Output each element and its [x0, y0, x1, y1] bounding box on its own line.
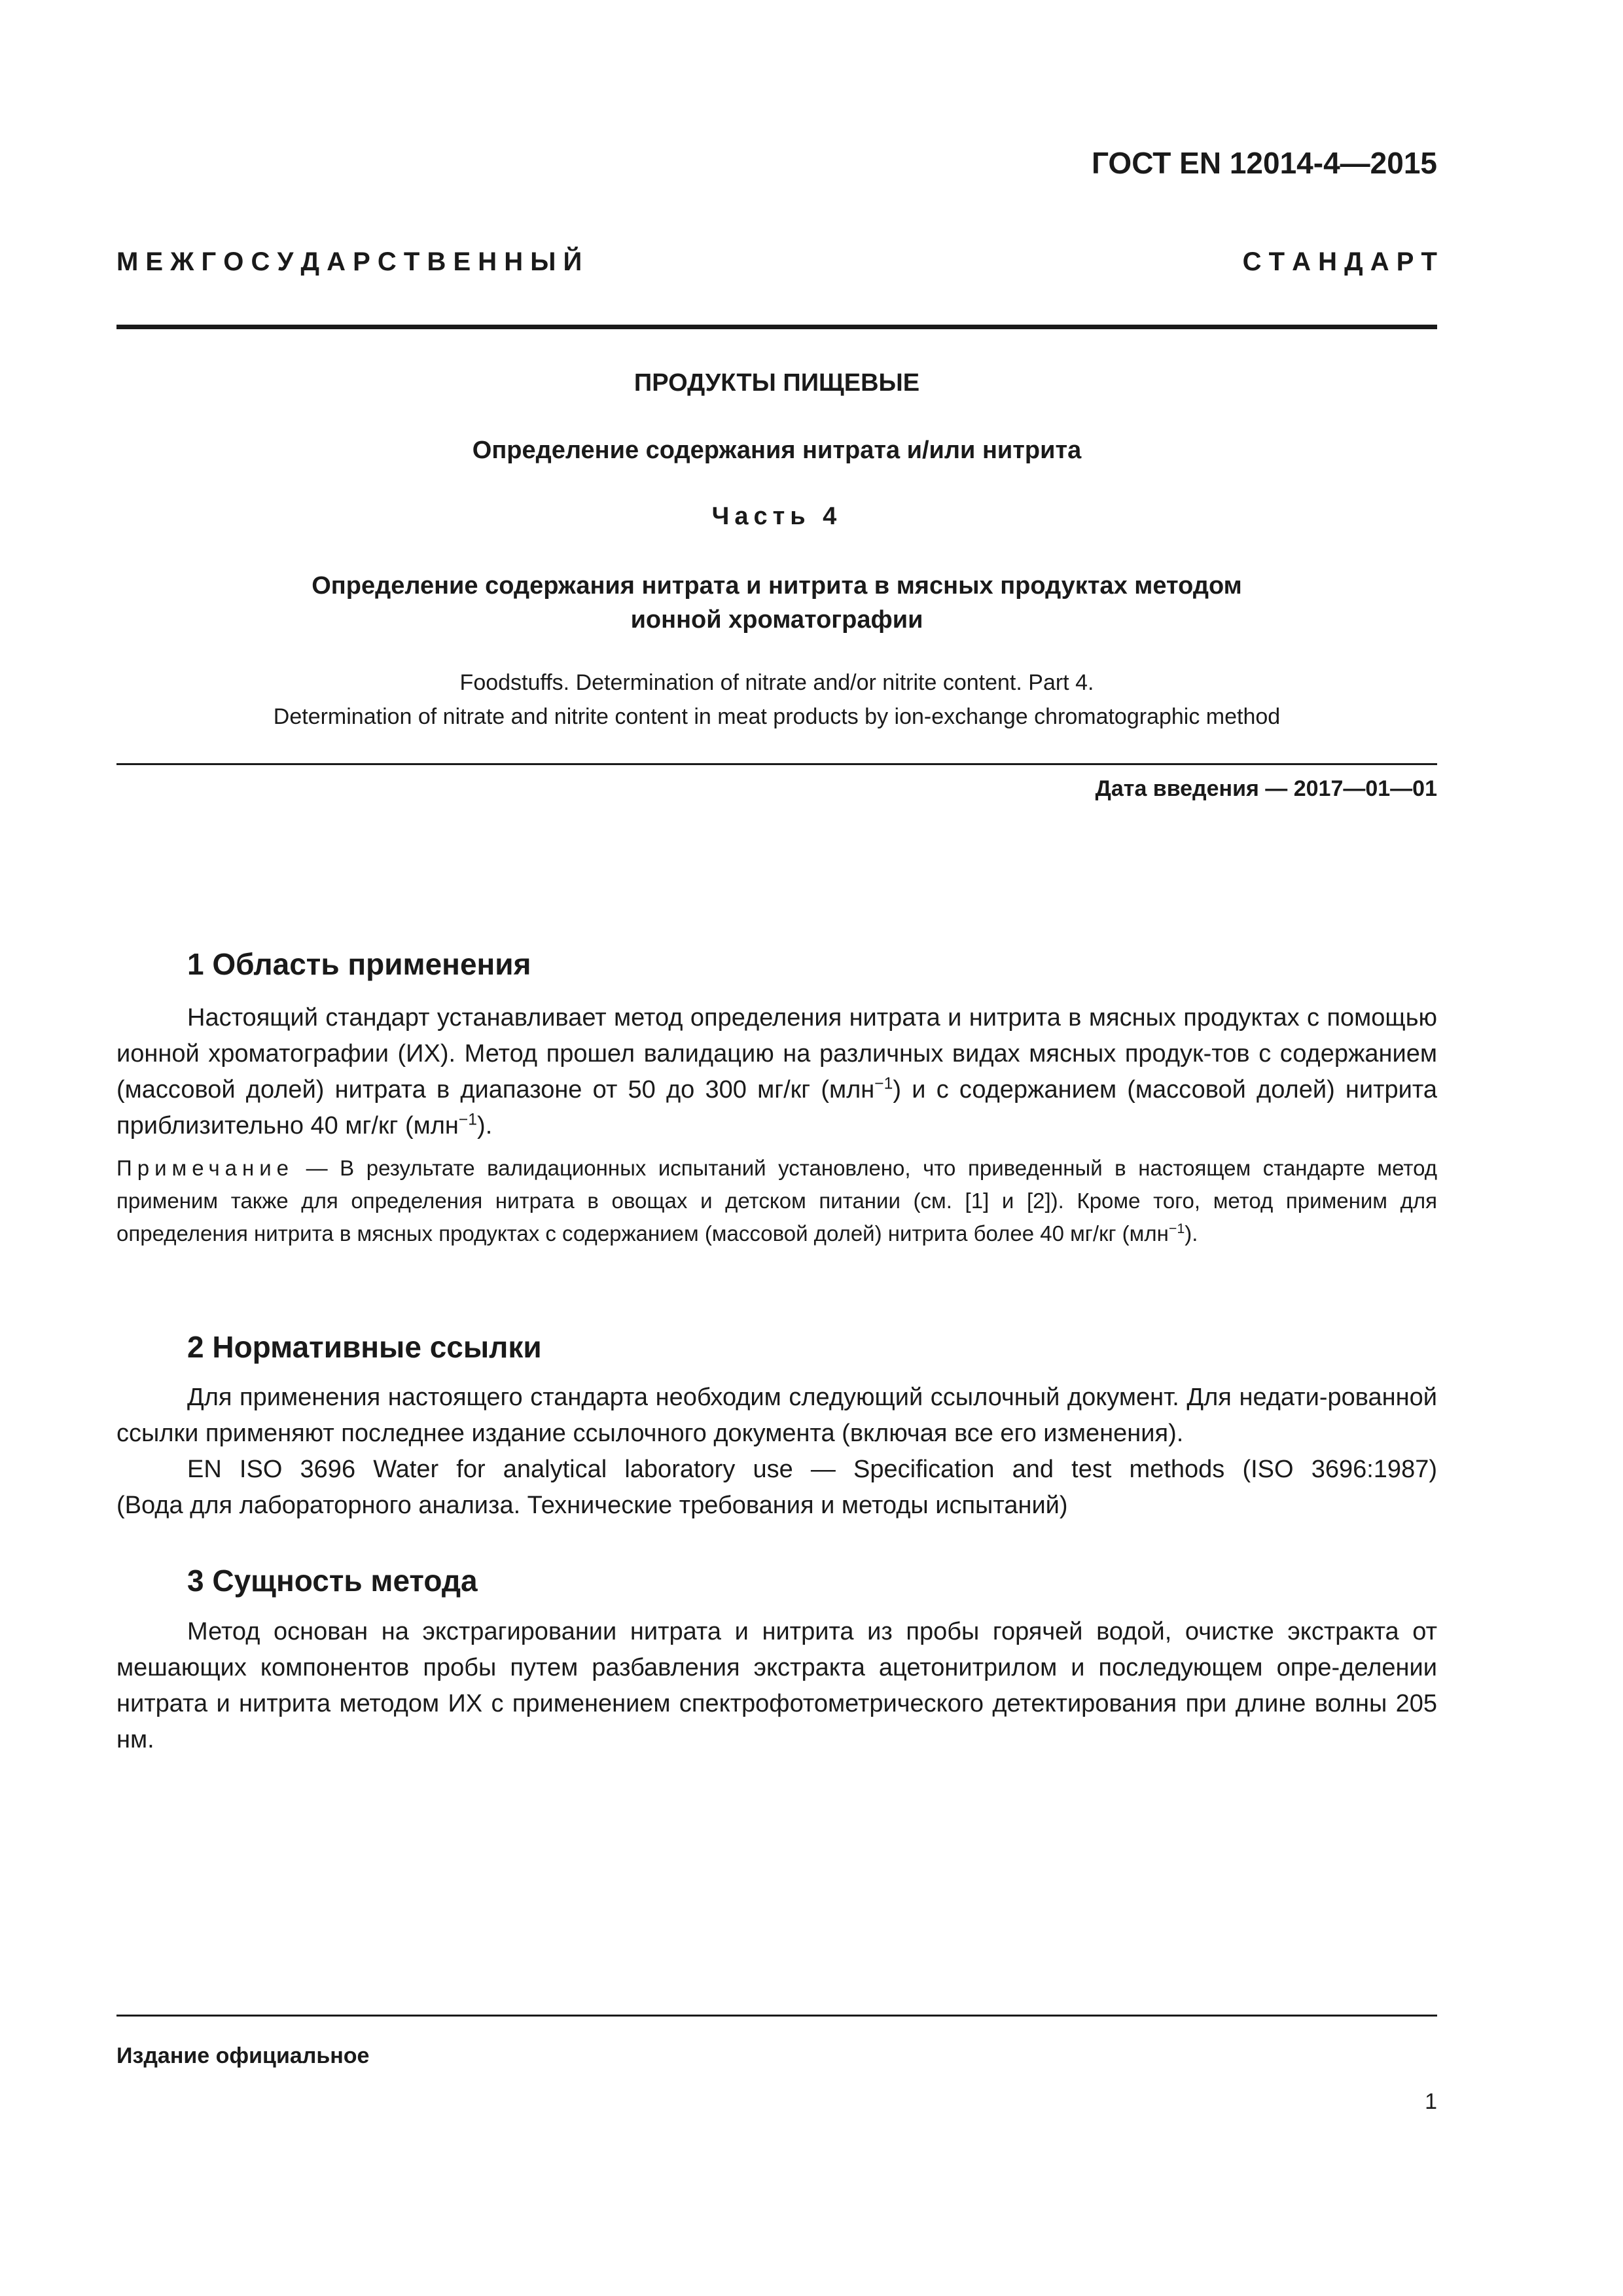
standard-code: ГОСТ EN 12014-4—2015: [1091, 146, 1437, 180]
section2-heading: 2 Нормативные ссылки: [187, 1330, 542, 1364]
banner-gap: [1211, 247, 1243, 277]
introduction-date: Дата введения — 2017—01—01: [1095, 776, 1437, 801]
section2-reference: [116, 1452, 1437, 1524]
reference-line2: (Вода для лабораторного анализа. Технические требования и методы испытаний): [116, 1492, 1068, 1519]
section1-text-a: Настоящий стандарт устанавливает метод определения нитрата и нитрита в мясных продуктах с помощью ионной хроматографии (ИХ). Метод прошел валидацию на различных видах мясных продук-тов с содержанием (массовой долей) нитрата в диапазоне от 50 до 300 мг/кг (млн: [116, 1004, 1437, 1103]
standard-type-word1: М Е Ж Г О С У Д А Р С Т В Е Н Н Ы Й: [116, 247, 582, 276]
part-title-line2: ионной хроматографии: [630, 606, 923, 634]
english-title-line1: Foodstuffs. Determination of nitrate and/or nitrite content. Part 4.: [459, 670, 1094, 695]
note-end: ).: [1185, 1221, 1198, 1246]
section3-paragraph: Метод основан на экстрагировании нитрата и нитрита из пробы горячей водой, очистке экстракта от мешающих компонентов пробы путем разбавления экстракта ацетонитрилом и последующем опре-делении нитрата и нитрита методом ИХ с применением спектрофотометрического детектирования при длине волны 205 нм.: [116, 1618, 1437, 1753]
standard-type-word2: С Т А Н Д А Р Т: [1242, 247, 1437, 276]
note-text: — В результате валидационных испытаний установлено, что приведенный в настоящем стандарте метод применим также для определения нитрата в овощах и детском питании (см. [1] и [2]). Кроме того, метод применим для определения нитрита в мясных продуктах с содержанием (массовой долей) нитрита более 40 мг/кг (млн: [116, 1156, 1437, 1246]
note-sup: −1: [1168, 1221, 1185, 1236]
document-part: Часть 4: [711, 503, 842, 530]
title-rule: [116, 763, 1437, 765]
section1-text-c: ).: [477, 1112, 493, 1139]
section1-heading: 1 Область применения: [187, 947, 531, 981]
document-title: ПРОДУКТЫ ПИЩЕВЫЕ: [633, 369, 920, 397]
footer-rule: [116, 2015, 1437, 2017]
page-number: 1: [1425, 2089, 1437, 2114]
part-title-line1: Определение содержания нитрата и нитрита в мясных продуктах методом: [312, 572, 1242, 600]
section1-sup-a: −1: [874, 1075, 893, 1093]
standard-type-banner: [116, 247, 1437, 277]
reference-line1: EN ISO 3696 Water for analytical laboratory use — Specification and test methods (ISO 3696:1987): [187, 1456, 1437, 1483]
english-title: [116, 666, 1437, 734]
note-label: Примечание: [116, 1156, 294, 1180]
document-subtitle: Определение содержания нитрата и/или нитрита: [472, 437, 1082, 464]
section3-heading: 3 Сущность метода: [187, 1564, 478, 1598]
edition-label: Издание официальное: [116, 2043, 370, 2068]
section2-paragraph: Для применения настоящего стандарта необходим следующий ссылочный документ. Для недати-рованной ссылки применяют последнее издание ссылочного документа (включая все его изменения).: [116, 1384, 1437, 1447]
section1-text-b: ) и с содержанием (массовой долей) нитрита приблизительно 40 мг/кг (млн: [116, 1076, 1438, 1139]
section1-note: [116, 1152, 1437, 1250]
header-thick-rule: [116, 325, 1437, 329]
section1-paragraph: [116, 1000, 1437, 1144]
section1-sup-b: −1: [458, 1111, 478, 1129]
part-title: [116, 569, 1437, 637]
english-title-line2: Determination of nitrate and nitrite content in meat products by ion-exchange chromatographic method: [273, 704, 1281, 729]
